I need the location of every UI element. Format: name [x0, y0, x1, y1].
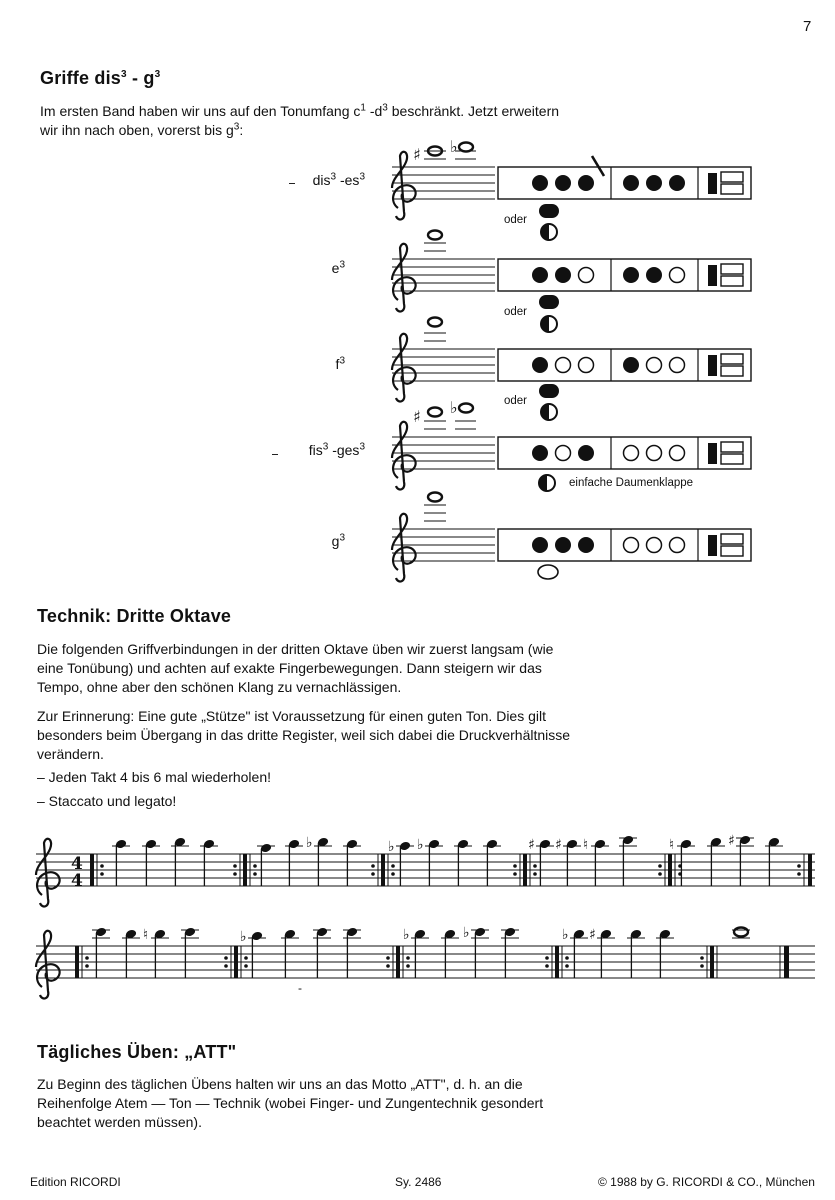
footer-publisher: Edition RICORDI [30, 1175, 121, 1189]
oder-label: oder [504, 214, 528, 226]
svg-text:♭: ♭ [450, 398, 458, 417]
exercise-notes [92, 833, 783, 978]
accidental: ♭ [388, 839, 395, 855]
treble-clef-icon [392, 334, 416, 402]
bullet-staccato: – Staccato und legato! [37, 793, 177, 809]
att-paragraph: Zu Beginn des täglichen Übens halten wir uns an das Motto „ATT", d. h. an die Reihenfolge Atem — Ton — Technik (wobei Finger- und Zungentechnik gesondert beachtet werden müssen). [37, 1076, 544, 1130]
svg-text:♯: ♯ [413, 407, 421, 426]
time-signature-bottom: 4 [71, 871, 83, 891]
accidental: ♮ [583, 837, 589, 853]
accidental: ♯ [528, 837, 535, 853]
oder-label: oder [504, 306, 528, 318]
accidental: ♭ [240, 929, 247, 945]
accidental: ♯ [589, 927, 596, 943]
fingering-label-e: $e^3$ [331, 259, 345, 276]
accidental: ♭ [463, 925, 470, 941]
treble-clef-icon [392, 514, 416, 582]
svg-text:♯: ♯ [413, 145, 421, 164]
section-title-griffe: Griffe $dis^3 - g^3$ [40, 68, 161, 88]
technik-paragraph-2: Zur Erinnerung: Eine gute „Stütze" ist Voraussetzung für einen guten Ton. Dies gilt besonders beim Übergang in das dritte Register, weil sich dabei die Druckverhältnisse verändern. [37, 708, 571, 762]
accidental: ♭ [562, 927, 569, 943]
fingering-label-dis-es: dis$^3$ $-es^3$ [312, 171, 365, 188]
fingering-row-e [392, 231, 751, 333]
technik-paragraph-1: Die folgenden Griffverbindungen in der dritten Oktave üben wir zuerst langsam (wie eine Tonübung) und achten auf exakte Fingerbewegungen. Dann steigern wir das Tempo, ohne aber den schönen Klang zu vernachlässigen. [37, 641, 554, 695]
footer-copyright: © 1988 by G. RICORDI & CO., München [598, 1175, 815, 1189]
accidental: ♮ [143, 927, 149, 943]
whole-note [734, 928, 748, 937]
accidental: ♮ [669, 837, 675, 853]
accidental: ♯ [728, 833, 735, 849]
fingering-label-f: $f^3$ [335, 355, 345, 372]
accidental: ♭ [417, 837, 424, 853]
oder-label: oder [504, 395, 528, 407]
section-title-technik: Technik: Dritte Oktave [37, 606, 232, 626]
intro-paragraph: Im ersten Band haben wir uns auf den Tonumfang $c^1$ $-d^3$ beschränkt. Jetzt erweitern wir ihn nach oben, vorerst bis $g^3$: [40, 102, 560, 138]
fingering-row-fis-ges [392, 398, 751, 491]
time-signature-top: 4 [71, 854, 83, 874]
treble-clef-icon [36, 839, 60, 907]
accidental: ♭ [403, 927, 410, 943]
fingering-row-f [392, 318, 751, 421]
page-number: 7 [803, 18, 812, 35]
fingering-label-g: $g^3$ [331, 532, 345, 549]
treble-clef-icon [392, 422, 416, 490]
fingering-row-g [392, 493, 751, 582]
bullet-repeat: – Jeden Takt 4 bis 6 mal wiederholen! [37, 769, 271, 785]
daumenklappe-label: einfache Daumenklappe [569, 477, 694, 489]
fingering-label-fis-ges: fis$^3$ -ges$^3$ [308, 441, 365, 458]
svg-text:♭: ♭ [450, 137, 458, 156]
exercise-staves [0, 820, 835, 1020]
accidental: ♯ [555, 837, 562, 853]
treble-clef-icon [36, 931, 60, 999]
section-title-taegliches-ueben: Tägliches Üben: „ATT" [37, 1042, 237, 1062]
svg-text:-: - [298, 981, 302, 995]
accidental: ♭ [306, 835, 313, 851]
footer-catalog-number: Sy. 2486 [395, 1175, 442, 1189]
fingering-row-dis-es [392, 137, 751, 240]
treble-clef-icon [392, 244, 416, 312]
